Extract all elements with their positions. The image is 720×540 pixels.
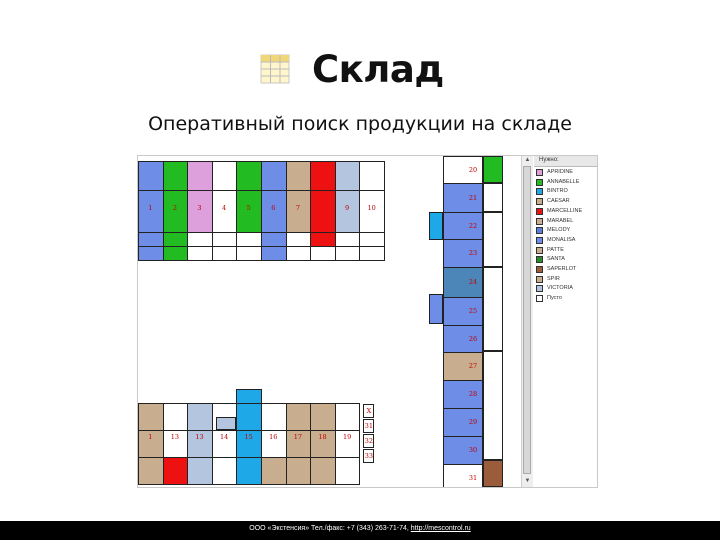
footer-link[interactable]: http://mescontrol.ru <box>410 525 471 532</box>
legend-swatch <box>536 227 543 234</box>
legend-swatch <box>536 247 543 254</box>
legend-header: Нужно: <box>534 156 597 167</box>
right-cell-number: 21 <box>468 193 478 202</box>
storage-cell-bottom[interactable] <box>335 457 361 485</box>
storage-cell-side[interactable] <box>483 460 503 487</box>
legend-label: VICTORIA <box>547 285 573 292</box>
legend-label: SPIR <box>547 275 560 282</box>
storage-cell-bottom[interactable] <box>286 457 312 485</box>
storage-cell-side[interactable] <box>483 351 503 460</box>
top-cell-number: 6 <box>271 204 276 212</box>
storage-cell-bottom[interactable] <box>261 457 287 485</box>
legend-label: Пусто <box>547 295 562 302</box>
storage-cell-top[interactable] <box>335 161 361 191</box>
legend-item[interactable] <box>536 187 596 196</box>
legend-label: APRIDINE <box>547 169 573 175</box>
right-cell-number: 23 <box>468 249 478 257</box>
storage-cell-top[interactable] <box>163 246 189 261</box>
legend-item[interactable] <box>536 207 596 216</box>
storage-cell-bottom[interactable] <box>236 457 262 485</box>
storage-cell-bottom[interactable] <box>216 417 237 430</box>
storage-cell-bottom[interactable] <box>236 403 262 431</box>
storage-cell-top[interactable] <box>187 246 213 261</box>
legend-item[interactable] <box>536 236 596 245</box>
storage-cell-top[interactable] <box>163 161 189 191</box>
storage-cell-bottom[interactable] <box>163 457 189 485</box>
storage-cell-bottom[interactable] <box>138 403 164 431</box>
storage-cell-top[interactable] <box>261 232 287 247</box>
legend-item[interactable] <box>536 265 596 274</box>
bottom-cell-number: 13 <box>195 433 204 441</box>
page-subtitle: Оперативный поиск продукции на складе <box>148 113 572 135</box>
right-cell-number: 30 <box>468 446 478 454</box>
legend-item[interactable] <box>536 284 596 293</box>
legend-item[interactable] <box>536 275 596 284</box>
top-cell-number: 3 <box>197 204 202 212</box>
storage-cell-bottom[interactable] <box>286 403 312 431</box>
top-cell-number: 9 <box>345 204 350 212</box>
legend-swatch <box>536 208 543 215</box>
storage-cell-top[interactable] <box>138 161 164 191</box>
storage-cell-side[interactable] <box>483 156 503 183</box>
legend-label: SAPERLOT <box>547 266 577 272</box>
storage-cell-top[interactable] <box>286 161 312 191</box>
top-cell-number: 7 <box>295 204 300 212</box>
top-cell-number: 4 <box>222 204 227 212</box>
legend-item[interactable] <box>536 197 596 206</box>
legend-item[interactable] <box>536 178 596 187</box>
storage-cell-top[interactable] <box>359 232 385 247</box>
storage-cell-bottom[interactable] <box>138 457 164 485</box>
bottom-cell-number: 14 <box>219 433 229 441</box>
legend-label: MONALISA <box>547 236 576 243</box>
legend-swatch <box>536 295 543 302</box>
title-area <box>0 48 720 98</box>
storage-cell-bottom[interactable] <box>187 457 213 485</box>
bottom-cell-number: 17 <box>293 433 303 441</box>
storage-cell-top[interactable] <box>359 161 385 191</box>
scroll-thumb[interactable] <box>523 166 531 474</box>
storage-cell-bottom[interactable] <box>212 457 238 485</box>
legend-item[interactable] <box>536 255 596 264</box>
storage-cell-top[interactable] <box>187 161 213 191</box>
footer-text: ООО «Экстенсия» Тел./факс: +7 (343) 263-71-74, http://mescontrol.ru <box>249 525 471 532</box>
legend-swatch <box>536 198 543 205</box>
top-cell-number: 10 <box>367 204 376 212</box>
legend-swatch <box>536 218 543 225</box>
storage-cell-top[interactable] <box>212 161 238 191</box>
footer-bar <box>0 521 720 540</box>
top-cell-number: 2 <box>172 204 177 212</box>
storage-cell-side[interactable] <box>483 267 503 351</box>
right-cell-number: 29 <box>468 418 478 426</box>
storage-cell-top[interactable] <box>310 232 336 247</box>
storage-cell-top[interactable] <box>212 246 238 261</box>
right-cell-number: 31 <box>468 474 478 482</box>
legend-item[interactable] <box>536 294 596 303</box>
storage-cell-bottom[interactable] <box>163 403 189 431</box>
legend-item[interactable] <box>536 226 596 235</box>
storage-cell-top[interactable] <box>286 246 312 261</box>
right-cell-number: 25 <box>468 307 478 315</box>
storage-cell-top[interactable] <box>187 232 213 247</box>
legend-panel <box>534 156 597 487</box>
scroll-up-icon[interactable]: ▲ <box>524 157 531 163</box>
storage-cell-top[interactable] <box>310 190 336 233</box>
bottom-cell-number: 18 <box>318 433 327 441</box>
storage-cell-top[interactable] <box>163 232 189 247</box>
legend-label: ANNABELLE <box>547 178 580 185</box>
storage-cell-bottom[interactable] <box>310 403 336 431</box>
legend-item[interactable] <box>536 217 596 226</box>
legend-swatch <box>536 237 543 244</box>
storage-cell-top[interactable] <box>212 232 238 247</box>
bottom-cell-number: 1 <box>148 433 153 441</box>
legend-label: BINTRO <box>547 188 568 195</box>
legend-swatch <box>536 276 543 283</box>
legend-label: PATTE <box>547 246 564 253</box>
page-title: Склад <box>312 48 444 91</box>
warehouse-map <box>138 156 520 487</box>
stack-label: 33 <box>364 452 374 460</box>
bottom-cell-number: 19 <box>342 433 352 441</box>
bottom-cell-number: 13 <box>170 433 180 441</box>
bottom-cell-number: 15 <box>244 433 253 441</box>
legend-label: MELODY <box>547 227 571 234</box>
legend-label: MARCELLINE <box>547 207 583 214</box>
storage-cell-side[interactable] <box>483 212 503 267</box>
storage-cell-bottom[interactable] <box>236 389 262 404</box>
storage-cell-top[interactable] <box>236 161 262 191</box>
vertical-scrollbar[interactable] <box>521 156 533 487</box>
top-cell-number: 5 <box>246 204 251 212</box>
legend-label: CAESAR <box>547 198 570 205</box>
storage-cell-top[interactable] <box>286 232 312 247</box>
storage-cell-top[interactable] <box>236 246 262 261</box>
legend-swatch <box>536 179 543 186</box>
storage-cell-bottom[interactable] <box>187 403 213 431</box>
storage-cell-bottom[interactable] <box>310 457 336 485</box>
bottom-cell-number: 16 <box>269 433 278 441</box>
stack-label: 31 <box>364 422 374 430</box>
right-cell-number: 27 <box>468 362 478 370</box>
storage-cell-bottom[interactable] <box>261 403 287 431</box>
storage-cell-side[interactable] <box>429 212 443 240</box>
legend-label: MARABEL <box>547 217 574 224</box>
table-icon <box>260 54 290 84</box>
warehouse-screenshot <box>137 155 598 488</box>
legend-swatch <box>536 188 543 195</box>
legend-swatch <box>536 256 543 263</box>
legend-label: SANTA <box>547 256 565 263</box>
storage-cell-top[interactable] <box>335 232 361 247</box>
legend-swatch <box>536 266 543 273</box>
legend-swatch <box>536 285 543 292</box>
right-cell-number: 20 <box>468 165 478 174</box>
legend-item[interactable] <box>536 246 596 255</box>
storage-cell-side[interactable] <box>429 294 443 324</box>
storage-cell-top[interactable] <box>261 246 287 261</box>
right-cell-number: 22 <box>468 221 478 230</box>
storage-cell-top[interactable] <box>138 232 164 247</box>
storage-cell-top[interactable] <box>310 161 336 191</box>
legend-item[interactable] <box>536 168 596 177</box>
stack-label: X <box>366 407 372 415</box>
right-cell-number: 26 <box>468 334 478 343</box>
storage-cell-top[interactable] <box>138 246 164 261</box>
storage-cell-bottom[interactable] <box>335 403 361 431</box>
storage-cell-top[interactable] <box>310 246 336 261</box>
legend-swatch <box>536 169 543 176</box>
storage-cell-top[interactable] <box>335 246 361 261</box>
storage-cell-side[interactable] <box>483 183 503 212</box>
right-cell-number: 28 <box>468 390 478 398</box>
stack-label: 32 <box>364 437 374 445</box>
scroll-down-icon[interactable]: ▼ <box>524 478 531 484</box>
storage-cell-top[interactable] <box>261 161 287 191</box>
storage-cell-top[interactable] <box>236 232 262 247</box>
right-cell-number: 24 <box>468 278 478 286</box>
top-cell-number: 1 <box>148 204 153 212</box>
storage-cell-top[interactable] <box>359 246 385 261</box>
